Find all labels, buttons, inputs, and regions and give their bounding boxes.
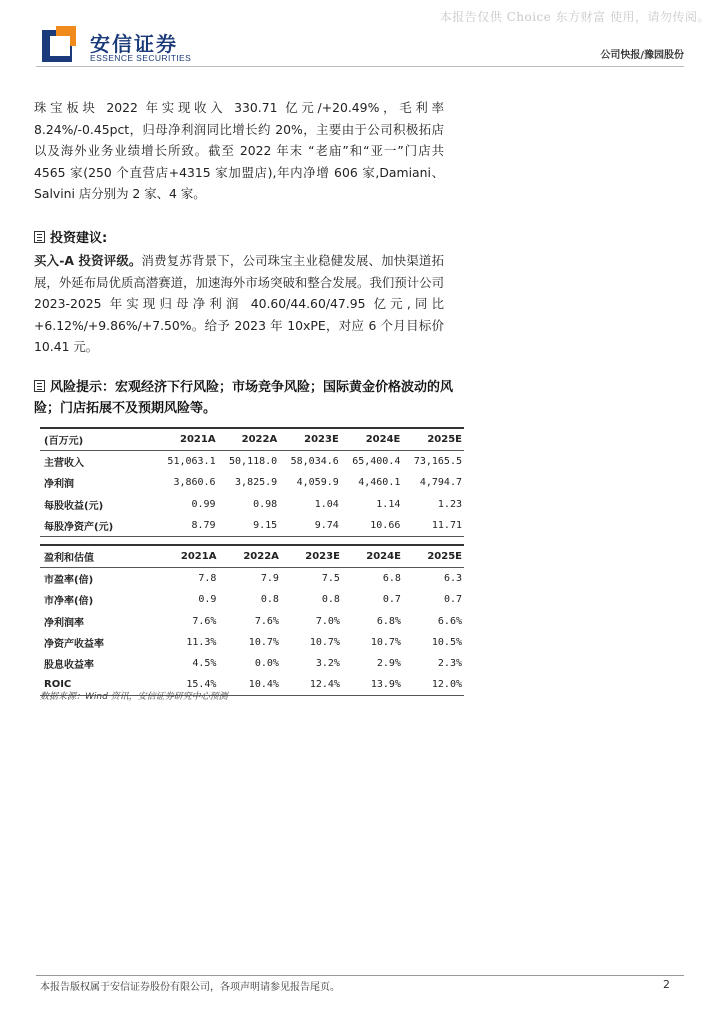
table-row bbox=[40, 632, 464, 653]
table-cell: 1.14 bbox=[376, 498, 401, 510]
table-cell: 73,165.5 bbox=[413, 456, 462, 468]
table-cell: 7.8 bbox=[198, 573, 217, 585]
table-cell: 4,059.9 bbox=[296, 477, 339, 489]
table-cell: 6.3 bbox=[443, 573, 462, 585]
table-cell: 3,860.6 bbox=[173, 477, 216, 489]
valuation-table bbox=[40, 544, 464, 696]
table-header-cell: 2023E bbox=[279, 428, 341, 451]
table-cell: 13.9% bbox=[342, 674, 403, 696]
investment-heading-text: 投资建议: bbox=[50, 231, 108, 246]
table-cell: 1.04 bbox=[314, 498, 339, 510]
table-cell: 10.4% bbox=[218, 674, 280, 696]
table-header-cell: 2022A bbox=[218, 545, 280, 568]
table-cell: 7.0% bbox=[315, 615, 340, 627]
table-cell: 10.66 bbox=[341, 515, 403, 537]
logo-name-cn: 安信证券 bbox=[90, 32, 178, 56]
table-cell: 股息收益率 bbox=[44, 660, 94, 672]
footer-disclaimer: 本报告版权属于安信证券股份有限公司，各项声明请参见报告尾页。 bbox=[40, 982, 340, 993]
table-cell: 58,034.6 bbox=[290, 456, 339, 468]
table-cell: 2.9% bbox=[376, 658, 401, 670]
table-row bbox=[40, 568, 464, 590]
table-cell: 11.3% bbox=[186, 636, 217, 648]
table-cell: 10.7% bbox=[309, 636, 340, 648]
table-cell: 主营收入 bbox=[44, 458, 84, 470]
section-icon bbox=[34, 231, 45, 243]
table-header-cell: 2024E bbox=[341, 428, 403, 451]
table-cell: 12.4% bbox=[281, 674, 342, 696]
table-cell: 65,400.4 bbox=[352, 456, 401, 468]
table-cell: 10.5% bbox=[431, 636, 462, 648]
table-row bbox=[40, 515, 464, 537]
table-cell: 净利润率 bbox=[44, 617, 84, 629]
table-cell: 7.6% bbox=[254, 615, 279, 627]
table-cell: 7.6% bbox=[192, 615, 217, 627]
table-header-cell: 2024E bbox=[342, 545, 403, 568]
table-cell: 12.0% bbox=[403, 674, 464, 696]
table-cell: 净利润 bbox=[44, 479, 74, 491]
table-cell: 6.8 bbox=[382, 573, 401, 585]
page-number: 2 bbox=[663, 978, 670, 991]
table-cell: ROIC bbox=[40, 674, 156, 696]
table-cell: 51,063.1 bbox=[167, 456, 216, 468]
table-cell: 市净率(倍) bbox=[44, 596, 94, 608]
report-type: 公司快报/豫园股份 bbox=[600, 50, 684, 61]
table-cell: 1.23 bbox=[437, 498, 462, 510]
risk-heading bbox=[34, 377, 454, 419]
data-source-note: 数据来源：Wind 资讯，安信证券研究中心预测 bbox=[40, 692, 228, 702]
rating-text: 买入-A 投资评级。 bbox=[34, 253, 142, 268]
table-cell: 7.5 bbox=[321, 573, 340, 585]
header-divider bbox=[36, 66, 684, 67]
watermark: 本报告仅供 Choice 东方财富 使用，请勿传阅。 bbox=[439, 10, 710, 24]
table-cell: 3.2% bbox=[315, 658, 340, 670]
table-header-cell: (百万元) bbox=[40, 428, 156, 451]
table-cell: 9.15 bbox=[218, 515, 280, 537]
logo-name-en: ESSENCE SECURITIES bbox=[90, 53, 192, 63]
financial-table bbox=[40, 427, 464, 537]
table-cell: 10.7% bbox=[370, 636, 401, 648]
table-cell: 净资产收益率 bbox=[44, 638, 104, 650]
table-header-cell: 2025E bbox=[403, 545, 464, 568]
table-cell: 50,118.0 bbox=[229, 456, 278, 468]
table-cell: 3,825.9 bbox=[235, 477, 278, 489]
table-cell: 10.7% bbox=[248, 636, 279, 648]
table-cell: 0.8 bbox=[260, 594, 279, 606]
table-cell: 0.99 bbox=[191, 498, 216, 510]
table-header-row bbox=[40, 545, 464, 568]
table-cell: 2.3% bbox=[437, 658, 462, 670]
table-cell: 8.79 bbox=[156, 515, 218, 537]
table-row bbox=[40, 589, 464, 610]
table-header-row bbox=[40, 428, 464, 451]
table-cell: 6.6% bbox=[437, 615, 462, 627]
table-cell: 0.98 bbox=[253, 498, 278, 510]
investment-body: 消费复苏背景下，公司珠宝主业稳健发展、加快渠道拓展，外延布局优质高潜赛道，加速海外市场突破和整合发展。我们预计公司 2023-2025 年实现归母净利润 40.60/44.60/47.95 亿元,同比+6.12%/+9.86%/+7.50%。给予 2023 年 10xPE，对应 6 个月目标价 10.41 元。 bbox=[34, 253, 444, 354]
intro-paragraph: 珠宝板块 2022 年实现收入 330.71 亿元/+20.49%，毛利率 8.24%/-0.45pct，归母净利润同比增长约 20%，主要由于公司积极拓店以及海外业务业绩增长所致。截至 2022 年末 “老庙”和“亚一”门店共 4565 家(250 个直营店+4315 家加盟店),年内净增 606 家,Damiani、Salvini 店分别为 2 家、4 家。 bbox=[34, 100, 444, 201]
risk-heading-text: 风险提示：宏观经济下行风险；市场竞争风险；国际黄金价格波动的风险；门店拓展不及预期风险等。 bbox=[34, 380, 454, 416]
table-cell: 9.74 bbox=[279, 515, 341, 537]
table-cell: 市盈率(倍) bbox=[44, 575, 94, 587]
table-cell: 15.4% bbox=[156, 674, 218, 696]
table-cell: 6.8% bbox=[376, 615, 401, 627]
table-cell: 4.5% bbox=[192, 658, 217, 670]
table-row bbox=[40, 494, 464, 515]
footer-divider bbox=[36, 975, 684, 976]
table-cell: 0.0% bbox=[254, 658, 279, 670]
table-cell: 每股收益(元) bbox=[44, 500, 104, 512]
table-row bbox=[40, 611, 464, 632]
table-header-cell: 2021A bbox=[156, 545, 218, 568]
table-cell: 0.7 bbox=[443, 594, 462, 606]
company-logo bbox=[40, 26, 240, 66]
logo-mark-icon bbox=[40, 26, 82, 66]
table-cell: 4,794.7 bbox=[419, 477, 462, 489]
investment-paragraph bbox=[34, 250, 444, 358]
table-cell: 0.9 bbox=[198, 594, 217, 606]
table-cell: 7.9 bbox=[260, 573, 279, 585]
table-cell: 11.71 bbox=[402, 515, 464, 537]
table-cell: 4,460.1 bbox=[358, 477, 401, 489]
table-cell: 0.7 bbox=[382, 594, 401, 606]
table-row bbox=[40, 472, 464, 493]
table-cell: 0.8 bbox=[321, 594, 340, 606]
table-row bbox=[40, 451, 464, 473]
investment-heading bbox=[34, 228, 454, 249]
table-cell: 每股净资产(元) bbox=[40, 515, 156, 537]
table-header-cell: 2025E bbox=[402, 428, 464, 451]
table-header-cell: 2022A bbox=[218, 428, 280, 451]
section-icon bbox=[34, 380, 45, 392]
table-row bbox=[40, 653, 464, 674]
table-header-cell: 2021A bbox=[156, 428, 218, 451]
table-header-cell: 盈利和估值 bbox=[40, 545, 156, 568]
table-header-cell: 2023E bbox=[281, 545, 342, 568]
